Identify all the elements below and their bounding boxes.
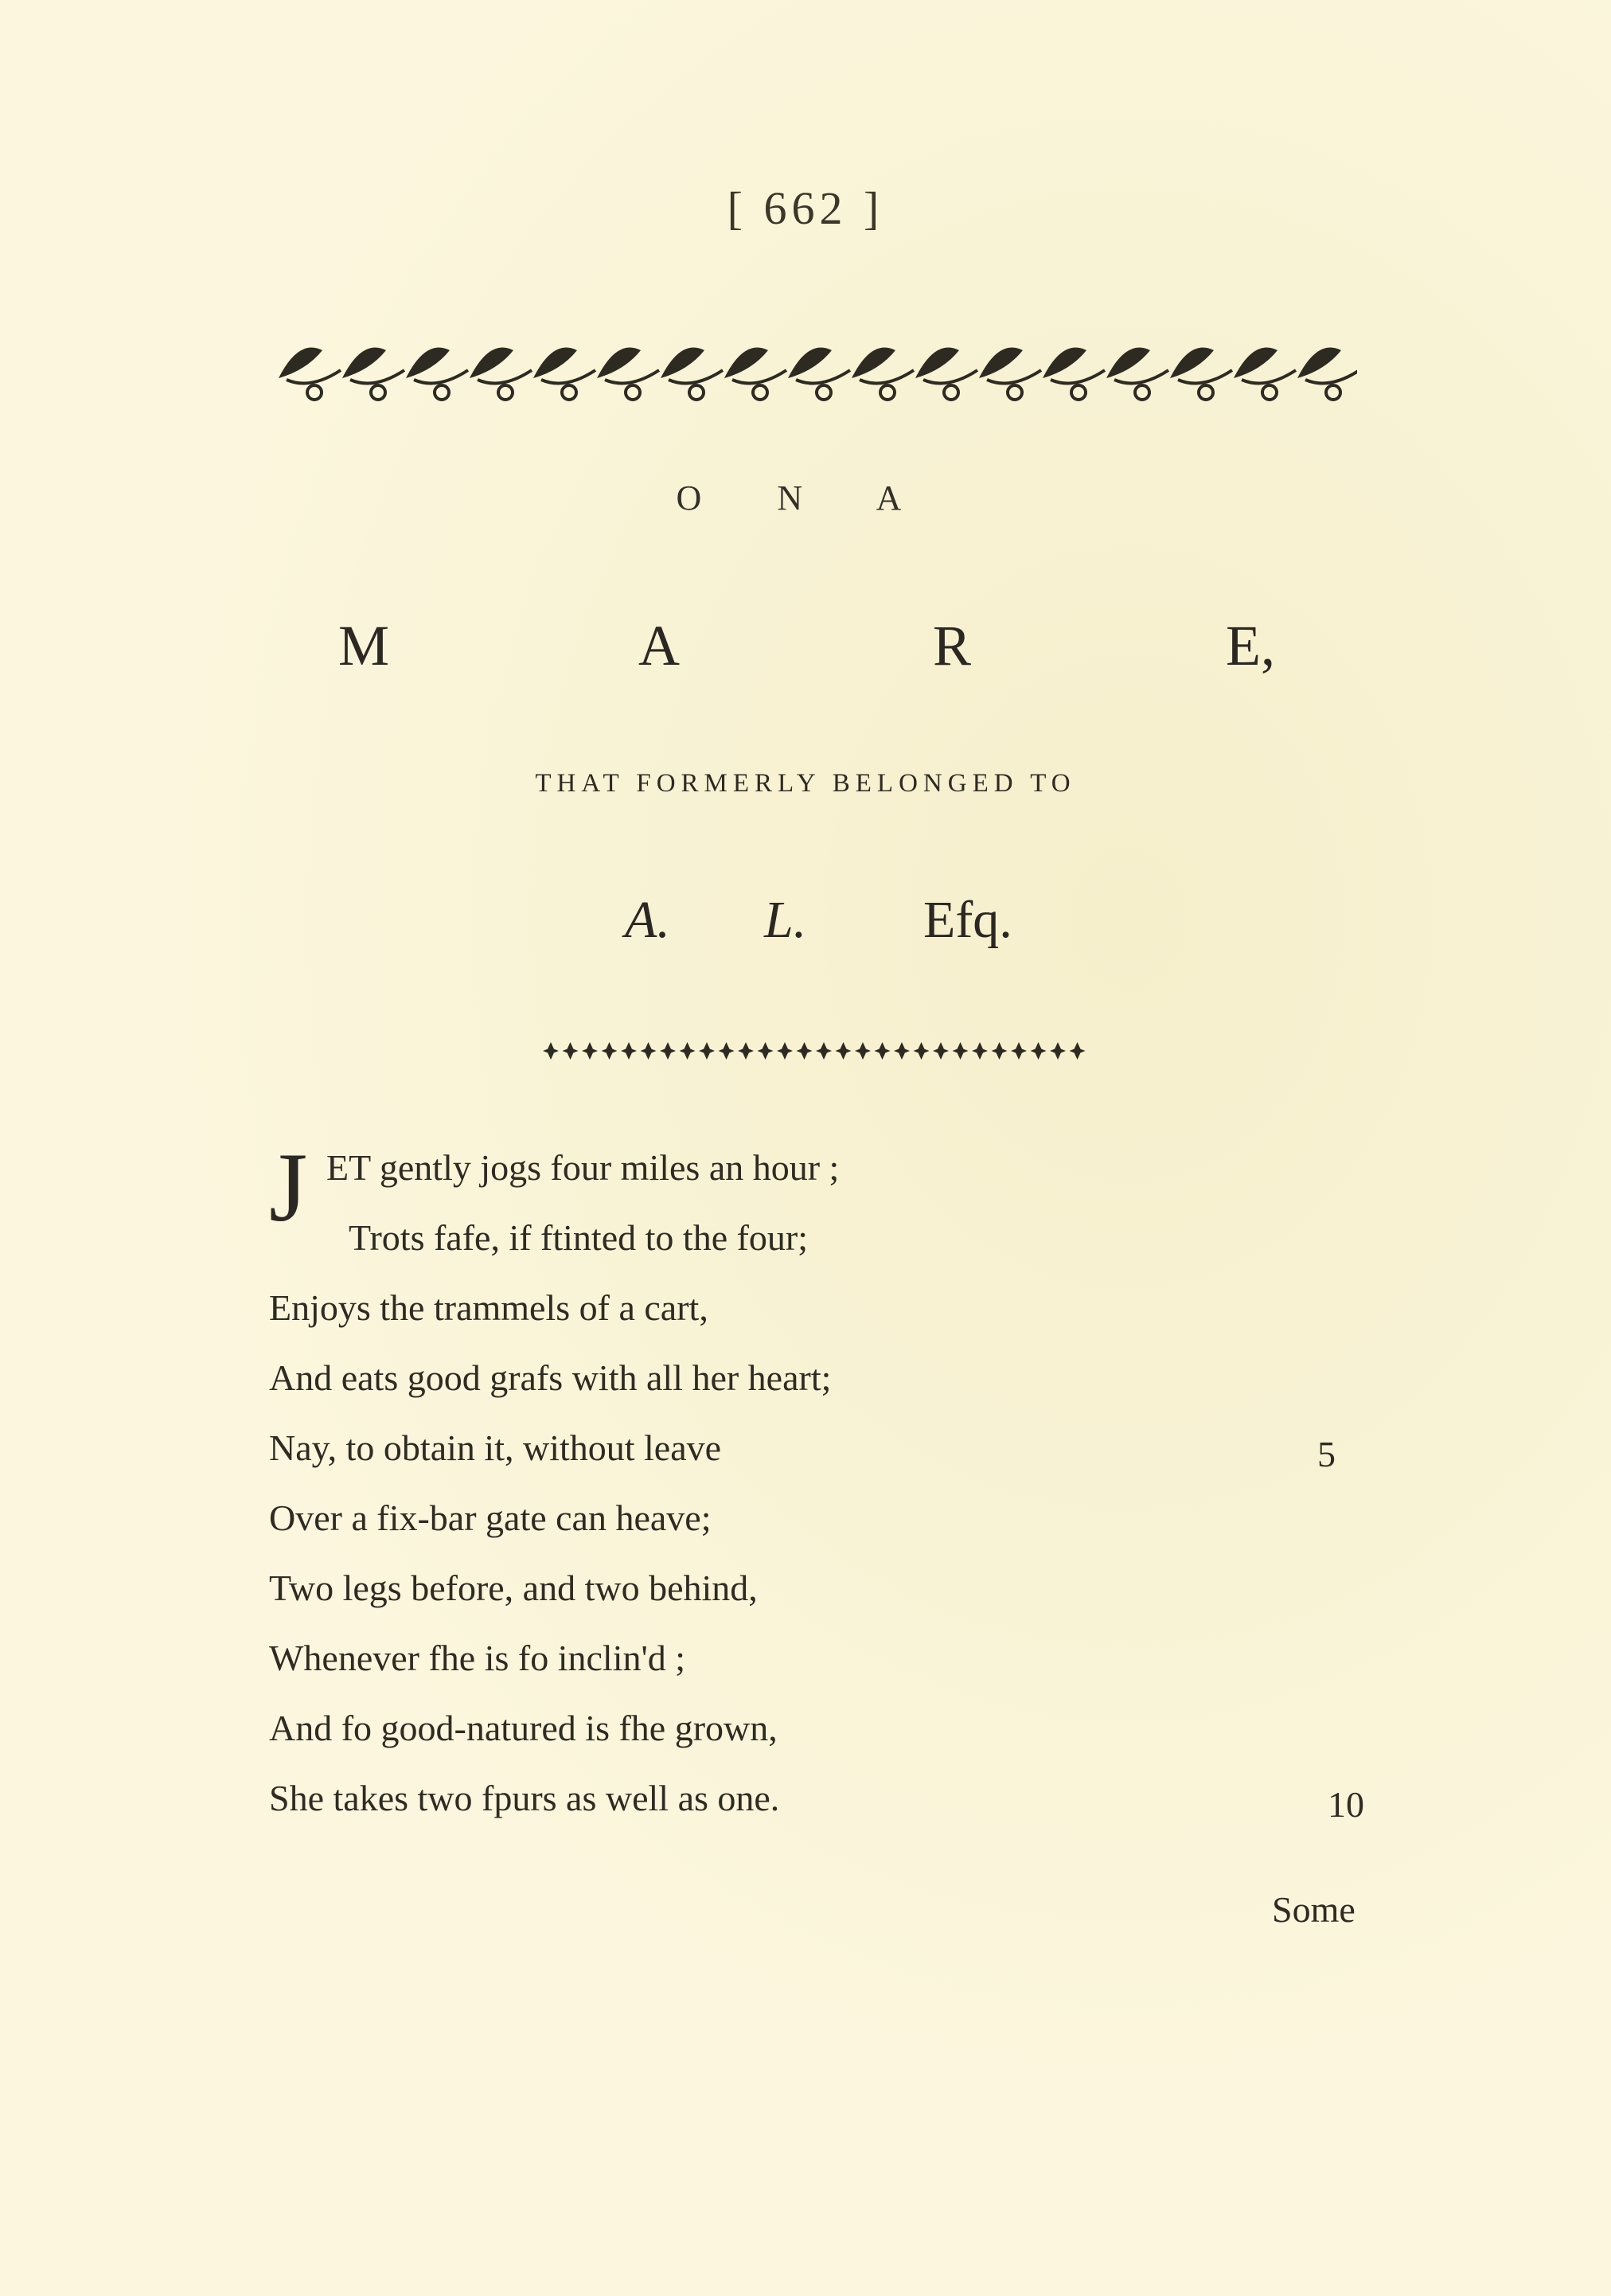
garland-leaf [1170, 348, 1214, 378]
garland-leaf [852, 348, 895, 378]
fleuron [1050, 1042, 1066, 1060]
garland-leaf [406, 348, 450, 378]
garland-leaf [1234, 348, 1277, 378]
garland-ring [817, 385, 831, 400]
garland-stem [923, 370, 977, 383]
fleuron [621, 1042, 637, 1060]
garland-ring [1326, 385, 1340, 400]
garland-stem [287, 370, 341, 383]
verse-line-6: Over a fix-bar gate can heave; [269, 1497, 712, 1538]
garland-ring [562, 385, 576, 400]
garland-stem [796, 370, 850, 383]
page-number: [ 662 ] [727, 182, 884, 234]
fleuron [699, 1042, 715, 1060]
verse-line-4: And eats good grafs with all her heart; [269, 1357, 832, 1398]
fleuron [855, 1042, 871, 1060]
garland-ring [435, 385, 449, 400]
fleuron [836, 1042, 852, 1060]
garland-ring [753, 385, 767, 400]
verse-line-3: Enjoys the trammels of a cart, [269, 1287, 708, 1328]
dedicatee-initial-a: A. [625, 891, 670, 949]
drop-cap: J [269, 1133, 308, 1242]
garland-stem [350, 370, 404, 383]
fleuron [660, 1042, 676, 1060]
garland-leaf [1106, 348, 1150, 378]
garland-leaf [979, 348, 1023, 378]
garland-stem [478, 370, 532, 383]
verse-line-2: Trots fafe, if ftinted to the four; [349, 1217, 809, 1258]
garland-ring [1135, 385, 1149, 400]
fleuron [992, 1042, 1008, 1060]
garland-leaf [1043, 348, 1086, 378]
laurel-garland-ornament [263, 322, 1357, 410]
title-preposition: O N A [676, 478, 935, 517]
garland-leaf [279, 348, 322, 378]
garland-stem [1051, 370, 1105, 383]
garland-stem [541, 370, 595, 383]
verse-line-5: Nay, to obtain it, without leave [269, 1427, 722, 1468]
garland-ring [880, 385, 895, 400]
line-number-10: 10 [1328, 1784, 1364, 1825]
garland-leaf [661, 348, 704, 378]
fleuron [719, 1042, 735, 1060]
dedicatee-title: Efq. [923, 891, 1012, 949]
title-letter-e: E, [1226, 614, 1275, 677]
garland-leaf [915, 348, 959, 378]
fleuron [1070, 1042, 1086, 1060]
garland-ring [371, 385, 385, 400]
garland-ring [944, 385, 958, 400]
fleuron [816, 1042, 832, 1060]
garland-leaf [533, 348, 577, 378]
title-letter-a: A [638, 614, 680, 677]
garland-ring [1262, 385, 1277, 400]
garland-stem [669, 370, 723, 383]
garland-ring [1071, 385, 1086, 400]
garland-stem [414, 370, 468, 383]
verse-line-10: She takes two fpurs as well as one. [269, 1778, 780, 1818]
fleuron [563, 1042, 579, 1060]
garland-ring [626, 385, 640, 400]
verse-line-1: ET gently jogs four miles an hour ; [326, 1147, 840, 1188]
garland-stem [605, 370, 659, 383]
fleuron [543, 1042, 559, 1060]
garland-leaf [597, 348, 641, 378]
fleuron [933, 1042, 949, 1060]
garland-leaf [470, 348, 513, 378]
garland-ring [498, 385, 513, 400]
fleuron [758, 1042, 774, 1060]
garland-stem [732, 370, 786, 383]
verse-line-9: And fo good-natured is fhe grown, [269, 1708, 778, 1748]
title-letter-m: M [338, 614, 390, 677]
fleuron [914, 1042, 930, 1060]
fleuron [972, 1042, 988, 1060]
garland-ring [1008, 385, 1022, 400]
dedicatee-initial-l: L. [764, 891, 807, 949]
catchword: Some [1272, 1889, 1356, 1930]
fleuron [875, 1042, 891, 1060]
garland-stem [1178, 370, 1232, 383]
line-number-5: 5 [1317, 1434, 1336, 1474]
fleuron [953, 1042, 969, 1060]
fleuron [602, 1042, 618, 1060]
fleuron-rule-ornament [541, 1039, 1098, 1063]
title-letter-r: R [933, 614, 972, 677]
fleuron [582, 1042, 598, 1060]
garland-ring [307, 385, 322, 400]
fleuron [1031, 1042, 1047, 1060]
garland-stem [1242, 370, 1296, 383]
fleuron [641, 1042, 657, 1060]
garland-ring [1199, 385, 1213, 400]
fleuron [1011, 1042, 1027, 1060]
fleuron [777, 1042, 793, 1060]
fleuron [894, 1042, 910, 1060]
garland-leaf [342, 348, 386, 378]
fleuron [797, 1042, 813, 1060]
garland-leaf [724, 348, 768, 378]
verse-line-8: Whenever fhe is fo inclin'd ; [269, 1638, 686, 1678]
garland-leaf [788, 348, 832, 378]
fleuron [680, 1042, 696, 1060]
garland-leaf [1297, 348, 1341, 378]
title-subtitle: THAT FORMERLY BELONGED TO [535, 769, 1076, 798]
garland-stem [1114, 370, 1168, 383]
verse-line-7: Two legs before, and two behind, [269, 1568, 758, 1608]
garland-ring [689, 385, 704, 400]
garland-stem [987, 370, 1041, 383]
fleuron [738, 1042, 754, 1060]
garland-stem [860, 370, 914, 383]
